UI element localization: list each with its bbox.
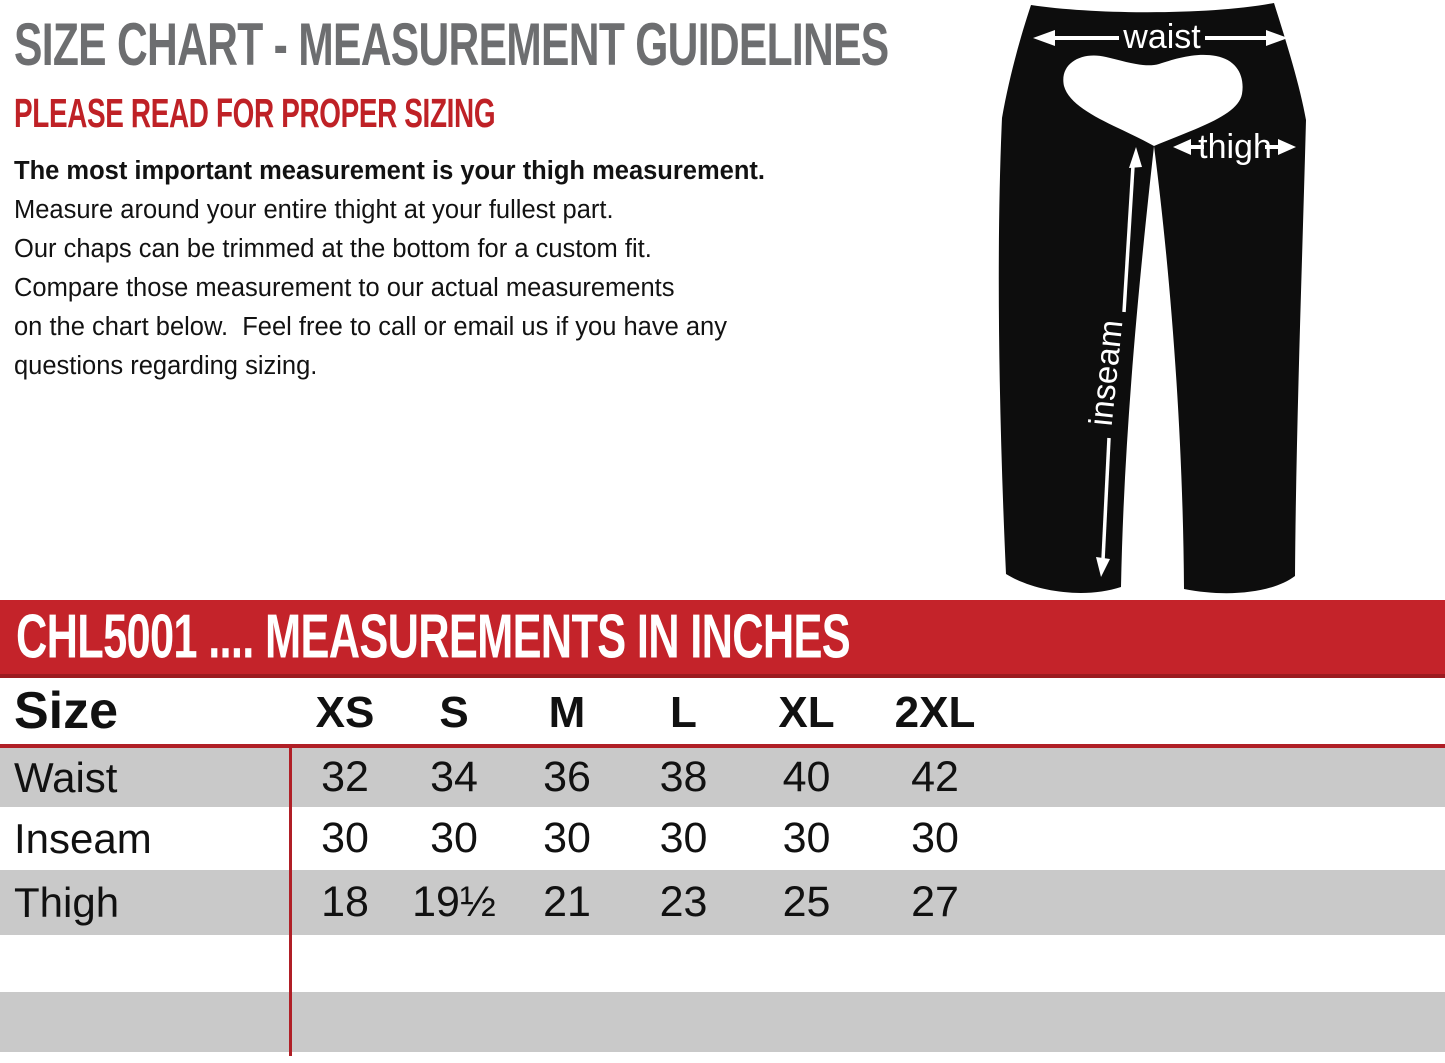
table-cell: 30 [321, 814, 369, 862]
table-cell: 19½ [412, 878, 496, 926]
table-vertical-rule [289, 744, 292, 1056]
table-row-waist [0, 748, 1445, 807]
table-empty-row-gray [0, 992, 1445, 1052]
table-cell: 30 [782, 814, 831, 862]
table-cell: 18 [321, 878, 369, 926]
table-corner-label: Size [14, 682, 119, 740]
table-cell: 30 [543, 814, 591, 862]
column-header-2xl: 2XL [894, 688, 976, 737]
table-cell: 21 [543, 878, 591, 926]
table-cell: 30 [911, 814, 959, 862]
table-cell: 32 [321, 753, 369, 801]
page-subtitle: PLEASE READ FOR PROPER SIZING [14, 90, 496, 136]
column-header-xl: XL [778, 688, 835, 737]
column-header-xs: XS [315, 688, 375, 737]
intro-line: questions regarding sizing. [14, 352, 318, 380]
table-cell: 40 [782, 753, 831, 801]
page-title: SIZE CHART - MEASUREMENT GUIDELINES [14, 11, 889, 78]
inseam-label: inseam [1081, 317, 1130, 428]
intro-line: Compare those measurement to our actual measurements [14, 274, 675, 302]
waist-label: waist [1123, 18, 1201, 56]
row-label: Waist [14, 754, 118, 801]
table-cell: 38 [659, 753, 708, 801]
intro-line: on the chart below. Feel free to call or email us if you have any [14, 313, 727, 341]
product-banner [0, 600, 1445, 678]
table-cell: 30 [430, 814, 478, 862]
table-cell: 25 [782, 878, 831, 926]
table-row-inseam [0, 807, 1445, 870]
table-cell: 30 [659, 814, 708, 862]
column-header-l: L [670, 688, 697, 737]
column-header-m: M [548, 688, 586, 737]
table-cell: 42 [911, 753, 959, 801]
table-cell: 36 [543, 753, 591, 801]
table-cell: 34 [430, 753, 478, 801]
row-label: Inseam [14, 815, 152, 862]
table-header-row [0, 678, 1445, 744]
chaps-measurement-diagram [993, 0, 1318, 600]
table-cell: 23 [659, 878, 708, 926]
intro-line: Measure around your entire thight at your fullest part. [14, 196, 614, 224]
table-row-thigh [0, 870, 1445, 935]
column-header-s: S [439, 688, 469, 737]
table-empty-row-white [0, 935, 1445, 992]
table-cell: 27 [911, 878, 959, 926]
thigh-label: thigh [1198, 128, 1272, 166]
intro-line: The most important measurement is your thigh measurement. [14, 157, 765, 185]
intro-paragraph [14, 152, 765, 386]
product-banner-text: CHL5001 .... MEASUREMENTS IN INCHES [16, 602, 851, 672]
intro-line: Our chaps can be trimmed at the bottom for a custom fit. [14, 235, 652, 263]
row-label: Thigh [14, 879, 120, 926]
